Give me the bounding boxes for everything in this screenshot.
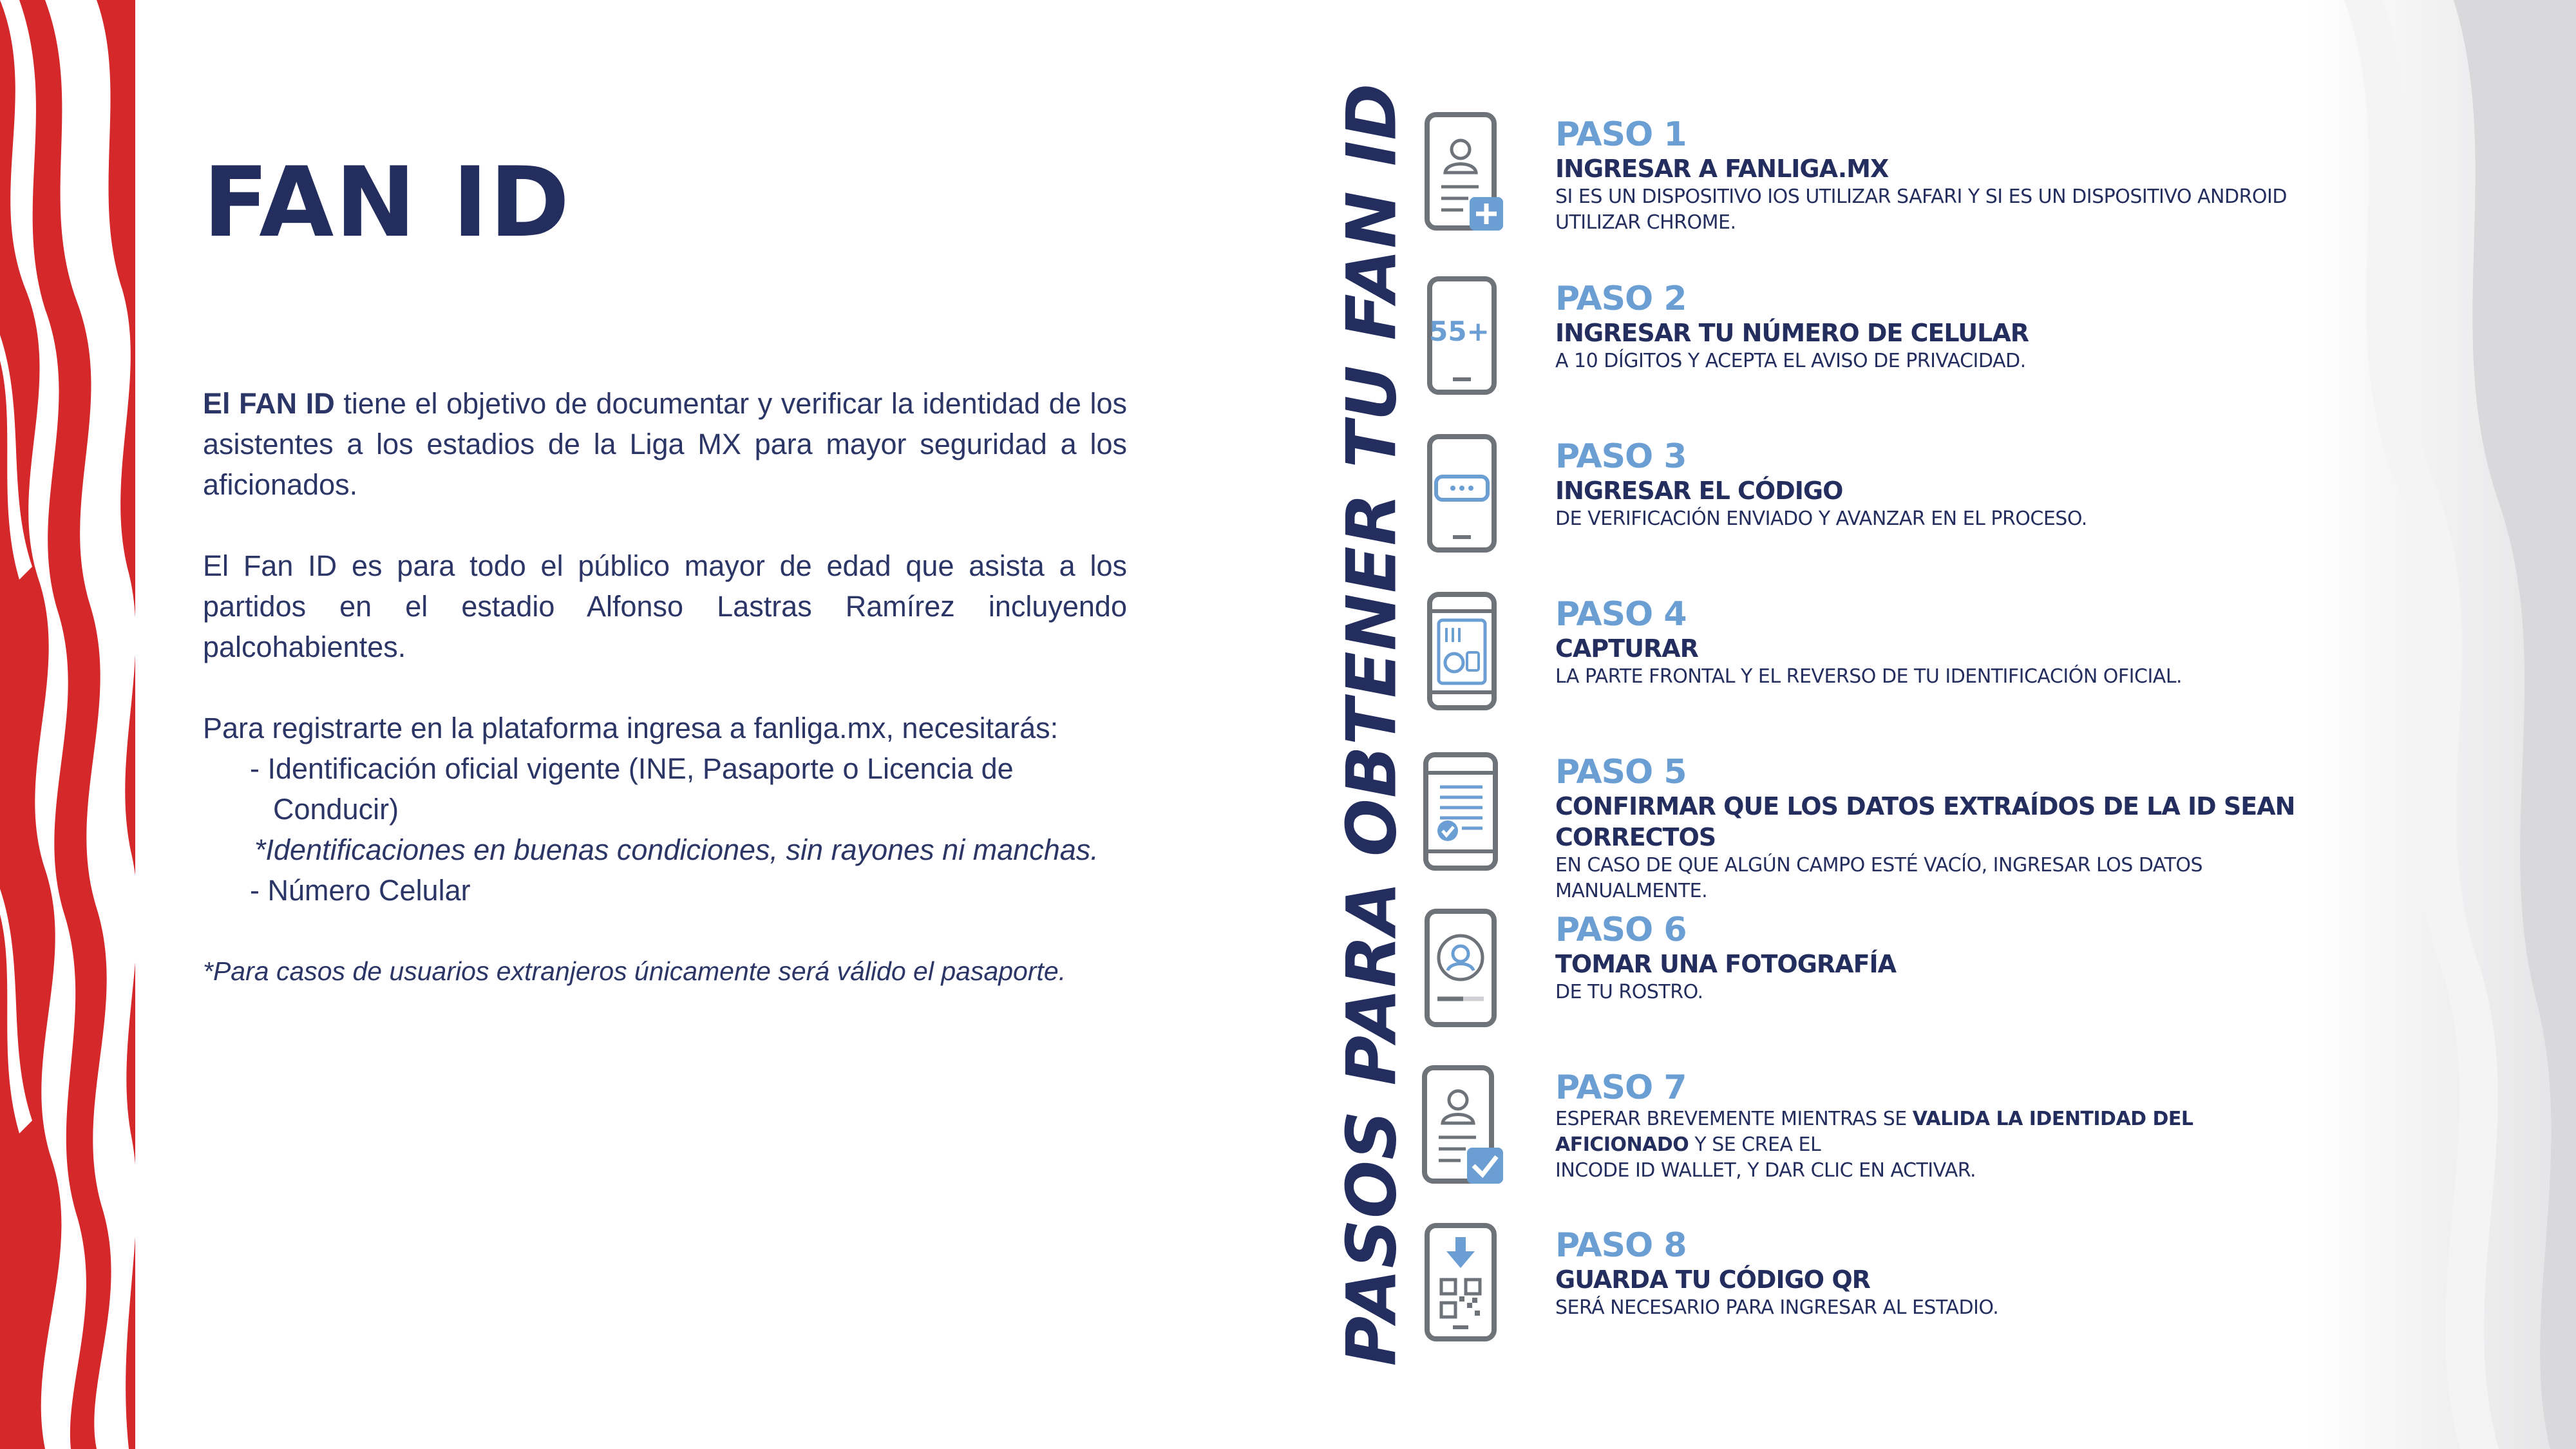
step-5-title: CONFIRMAR QUE LOS DATOS EXTRAÍDOS DE LA ID SEAN CORRECTOS (1555, 792, 2295, 851)
intro-p1-rest: tiene el objetivo de documentar y verificar la identidad de los asistentes a los estadios de la Liga MX para mayor seguridad a los aficionados. (203, 387, 1127, 501)
step-4-text (1555, 596, 2328, 690)
requirement-note: *Identificaciones en buenas condiciones, sin rayones ni manchas. (254, 833, 1099, 866)
step-2-number: PASO 2 (1555, 279, 1687, 318)
foreign-users-footnote: *Para casos de usuarios extranjeros únicamente será válido el pasaporte. (203, 956, 1066, 986)
step-5-desc: EN CASO DE QUE ALGÚN CAMPO ESTÉ VACÍO, INGRESAR LOS DATOS MANUALMENTE. (1555, 854, 2203, 902)
step-7 (1417, 1063, 2318, 1191)
requirement-id-line2: Conducir) (273, 793, 399, 826)
qr-download-icon (1417, 1220, 1507, 1349)
step-8-text (1555, 1227, 2328, 1321)
red-stripes-decoration (0, 0, 135, 1449)
step-1-text (1555, 116, 2328, 236)
step-6-desc: DE TU ROSTRO. (1555, 981, 1703, 1003)
step-7-desc-a: ESPERAR BREVEMENTE MIENTRAS SE (1555, 1108, 1913, 1130)
requirement-id-line1: - Identificación oficial vigente (INE, Pasaporte o Licencia de (250, 752, 1014, 785)
step-6 (1417, 905, 2318, 1034)
step-8-desc: SERÁ NECESARIO PARA INGRESAR AL ESTADIO. (1555, 1296, 1999, 1319)
step-6-text (1555, 911, 2328, 1005)
phone-code-icon (1417, 431, 1507, 560)
step-8-title: GUARDA TU CÓDIGO QR (1555, 1265, 1870, 1294)
intro-text (203, 383, 1127, 992)
id-capture-icon (1417, 589, 1507, 718)
requirement-phone: - Número Celular (250, 874, 471, 907)
step-7-number: PASO 7 (1555, 1068, 1687, 1107)
step-1-title: INGRESAR A FANLIGA.MX (1555, 155, 1889, 183)
step-6-number: PASO 6 (1555, 911, 1687, 949)
step-5-text (1555, 753, 2328, 904)
step-8 (1417, 1220, 2318, 1349)
step-5-number: PASO 5 (1555, 753, 1687, 791)
step-4-desc: LA PARTE FRONTAL Y EL REVERSO DE TU IDENTIFICACIÓN OFICIAL. (1555, 665, 2183, 688)
phone-number-icon (1417, 274, 1507, 402)
step-1-desc: SI ES UN DISPOSITIVO IOS UTILIZAR SAFARI Y SI ES UN DISPOSITIVO ANDROID UTILIZAR CHROME. (1555, 185, 2287, 234)
step-2-title: INGRESAR TU NÚMERO DE CELULAR (1555, 319, 2029, 347)
requirement-id (203, 748, 1127, 829)
step-2 (1417, 274, 2318, 402)
step-3-desc: DE VERIFICACIÓN ENVIADO Y AVANZAR EN EL PROCESO. (1555, 507, 2087, 530)
step-4-title: CAPTURAR (1555, 634, 1698, 663)
intro-paragraph-1 (203, 383, 1127, 505)
profile-add-icon (1417, 109, 1507, 238)
face-photo-icon (1417, 905, 1507, 1034)
step-7-text (1555, 1069, 2328, 1184)
step-7-desc-line2: INCODE ID WALLET, Y DAR CLIC EN ACTIVAR. (1555, 1159, 1976, 1182)
steps-vertical-title: PASOS PARA OBTENER TU FAN ID (1332, 82, 1412, 1367)
step-7-desc-b: Y SE CREA EL (1689, 1133, 1821, 1156)
profile-verified-icon (1417, 1063, 1507, 1191)
intro-paragraph-2: El Fan ID es para todo el público mayor de edad que asista a los partidos en el estadio Alfonso Lastras Ramírez incluyendo palcohabientes. (203, 549, 1127, 663)
step-1-number: PASO 1 (1555, 115, 1687, 154)
fan-id-lead: El FAN ID (203, 387, 335, 420)
document-check-icon (1417, 747, 1507, 876)
page-title: FAN ID (203, 147, 571, 259)
step-3-text (1555, 438, 2328, 532)
intro-paragraph-3: Para registrarte en la plataforma ingresa a fanliga.mx, necesitarás: (203, 712, 1059, 744)
step-3 (1417, 431, 2318, 560)
step-3-title: INGRESAR EL CÓDIGO (1555, 477, 1843, 505)
step-6-title: TOMAR UNA FOTOGRAFÍA (1555, 950, 1897, 978)
step-7-desc-bold: VALIDA LA IDENTIDAD DEL AFICIONADO (1555, 1108, 2193, 1156)
gray-waves-decoration (2306, 0, 2576, 1449)
step-4-number: PASO 4 (1555, 595, 1687, 634)
step-5 (1417, 747, 2318, 902)
phone-prefix-text: 55+ (1429, 316, 1490, 347)
step-1 (1417, 109, 2318, 238)
step-2-desc: A 10 DÍGITOS Y ACEPTA EL AVISO DE PRIVACIDAD. (1555, 350, 2026, 372)
step-8-number: PASO 8 (1555, 1226, 1687, 1265)
step-2-text (1555, 280, 2328, 374)
step-4 (1417, 589, 2318, 718)
step-3-number: PASO 3 (1555, 437, 1687, 476)
step-7-desc (1555, 1106, 2328, 1184)
